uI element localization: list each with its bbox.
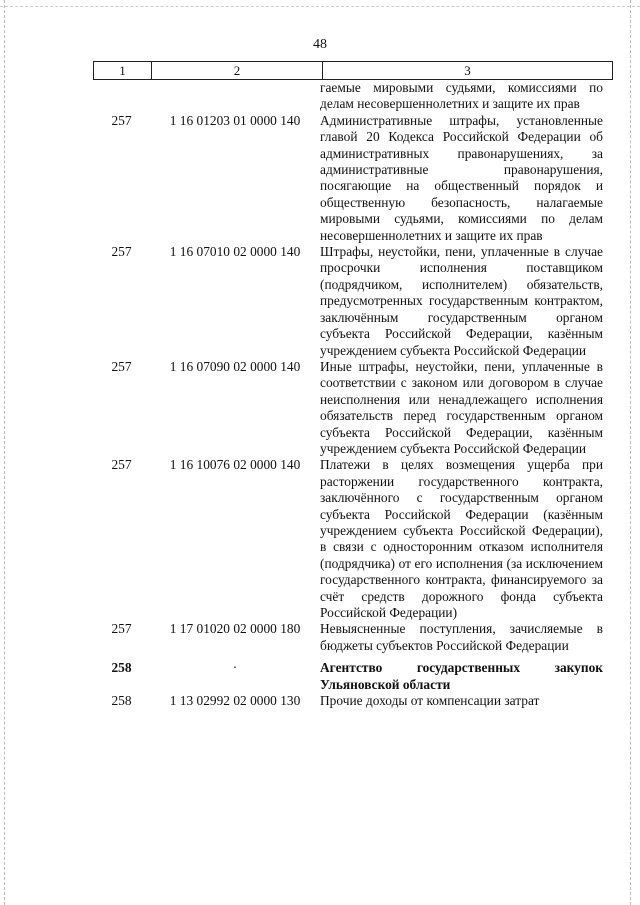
row-kbk: 1 16 07010 02 0000 140 [169, 244, 301, 260]
row-description: Агентство государственных закупок Ульяновской области [320, 660, 603, 692]
row-code [93, 80, 150, 113]
table-header [93, 61, 613, 80]
table-body [93, 80, 613, 709]
header-col-1: 1 [94, 62, 152, 79]
row-code: 257 [111, 457, 132, 473]
row-description: Платежи в целях возмещения ущерба при расторжении государственного контракта, заключённого с государственным органом субъекта Российской Федерации (казённым учреждением субъекта Российской Федерации), в связи с односторонним отказом исполнителя (подрядчика) от его исполнения (за исключением государственного контракта, финансируемого за счёт средств дорожного фонда субъекта Российской Федерации) [320, 457, 603, 620]
row-description: Прочие доходы от компенсации затрат [320, 693, 540, 709]
table-row [93, 244, 613, 359]
table-row [93, 80, 613, 113]
row-description: гаемые мировыми судьями, комиссиями по делам несовершеннолетних и защите их прав [320, 80, 603, 112]
row-kbk: · [232, 660, 238, 676]
row-description: Штрафы, неустойки, пени, уплаченные в случае просрочки исполнения поставщиком (подрядчиком, исполнителем) обязательств, предусмотренных государственным контрактом, заключённым государственным органом субъекта Российской Федерации, казённым учреждением субъекта Российской Федерации [320, 244, 603, 358]
row-kbk: 1 16 01203 01 0000 140 [169, 112, 301, 128]
row-code: 258 [111, 660, 132, 676]
table-row [93, 359, 613, 457]
row-code: 257 [111, 244, 132, 260]
row-kbk: 1 13 02992 02 0000 130 [169, 693, 301, 709]
row-code: 257 [111, 112, 132, 128]
table-row [93, 113, 613, 244]
row-code: 257 [111, 621, 132, 637]
row-description: Иные штрафы, неустойки, пени, уплаченные в соответствии с законом или договором в случае неисполнения или ненадлежащего исполнения обязательств перед государственным органом субъекта Российской Федерации, казённым учреждением субъекта Российской Федерации [320, 358, 603, 456]
scan-edge-top [0, 6, 640, 7]
table-row [93, 457, 613, 621]
row-kbk: 1 17 01020 02 0000 180 [169, 621, 301, 637]
header-col-2: 2 [152, 62, 323, 79]
table-row-section [93, 660, 613, 693]
row-description: Административные штрафы, установленные главой 20 Кодекса Российской Федерации об административных правонарушениях, за административные правонарушения, посягающие на общественный порядок и общественную безопасность, налагаемые мировыми судьями, комиссиями по делам несовершеннолетних и защите их прав [320, 112, 603, 243]
row-kbk: 1 16 07090 02 0000 140 [169, 358, 301, 374]
table-row [93, 621, 613, 654]
table-row [93, 693, 613, 709]
row-code: 257 [111, 358, 132, 374]
page-number: 48 [313, 37, 327, 52]
row-kbk: 1 16 10076 02 0000 140 [169, 457, 301, 473]
header-col-3: 3 [464, 63, 471, 78]
row-kbk [150, 80, 320, 113]
row-code: 258 [111, 693, 132, 709]
scan-edge-right [630, 0, 631, 905]
scan-edge-left [4, 0, 5, 905]
row-description: Невыясненные поступления, зачисляемые в бюджеты субъектов Российской Федерации [320, 621, 603, 653]
